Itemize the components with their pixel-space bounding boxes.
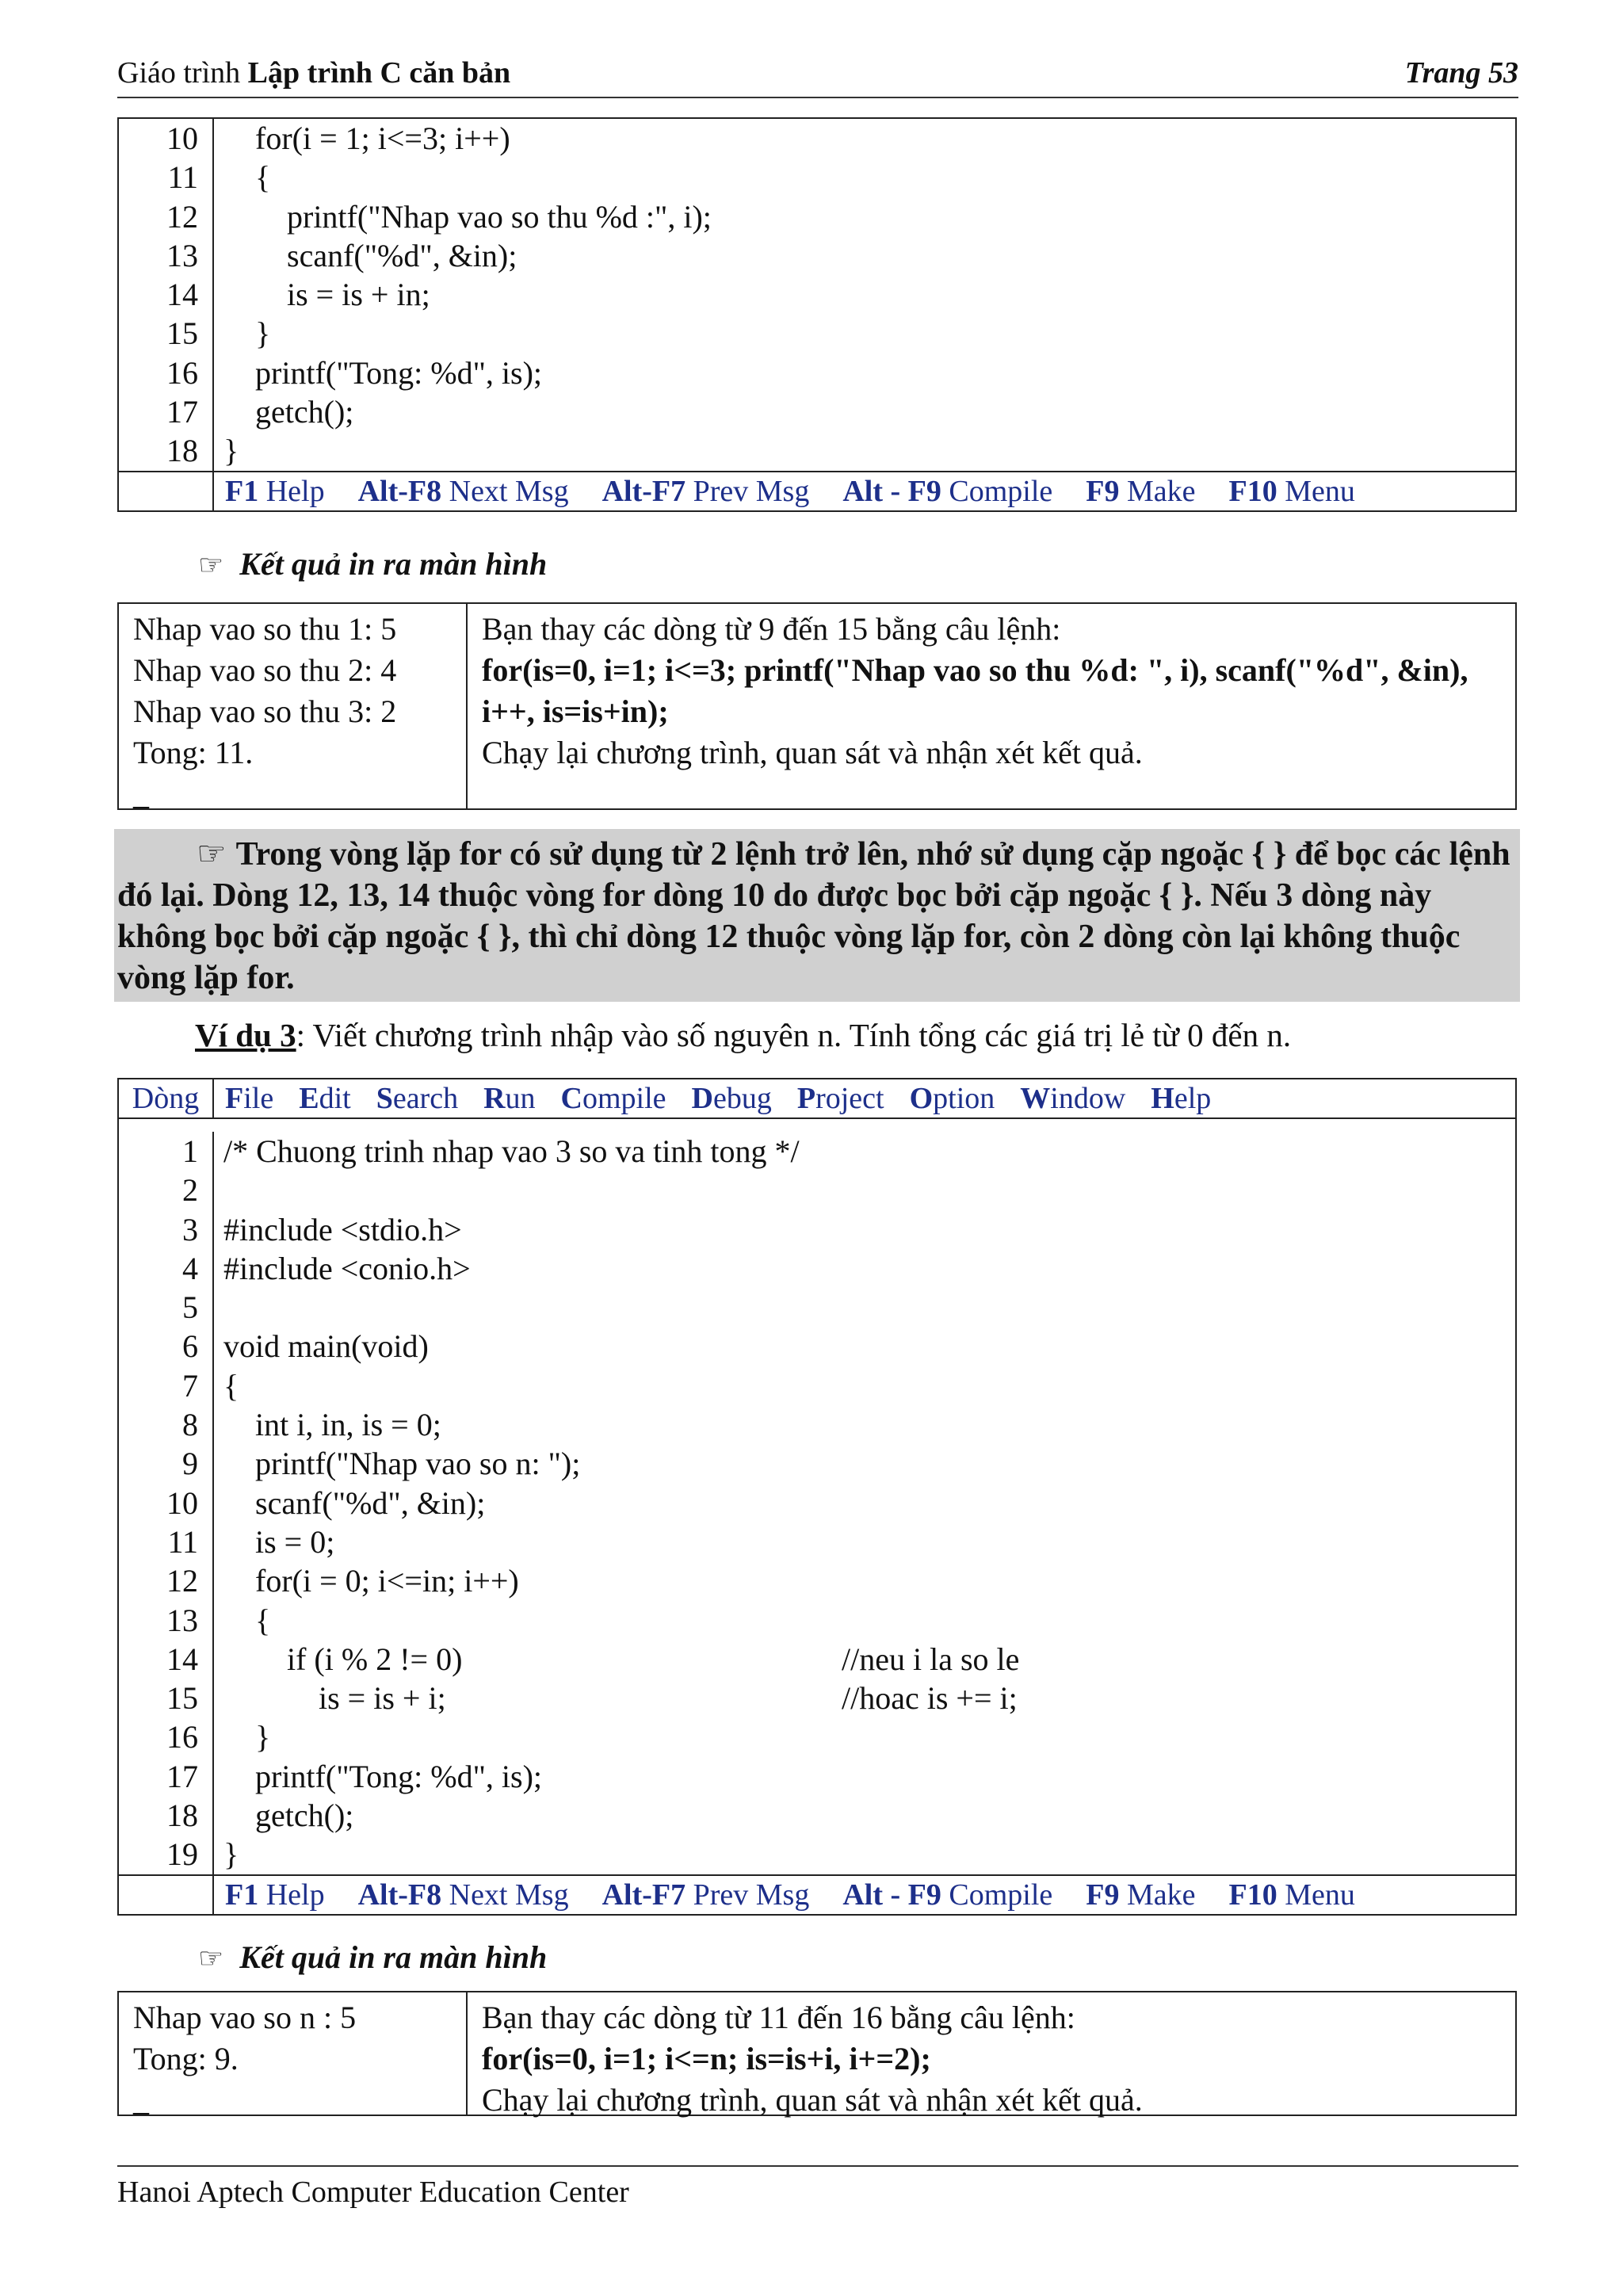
fkey-key: Alt-F8	[357, 474, 442, 508]
menu-rest: ile	[243, 1082, 274, 1115]
program-output	[119, 1992, 468, 2118]
code-text: }	[223, 1836, 239, 1873]
fkey-alt-f9	[842, 474, 1052, 509]
fkey-key: F9	[1086, 474, 1120, 508]
menu-item-debug	[692, 1081, 772, 1116]
code-line	[223, 1679, 1515, 1717]
menu-rest: ption	[933, 1082, 995, 1115]
code-line	[223, 236, 1515, 275]
menu-hotkey: H	[1151, 1082, 1174, 1115]
output-line: Nhap vao so thu 2: 4	[133, 652, 397, 688]
tip-box: ☞ Trong vòng lặp for có sử dụng từ 2 lệnh trở lên, nhớ sử dụng cặp ngoặc { } để bọc các lệnh đó lại. Dòng 12, 13, 14 thuộc vòng for dòng 10 do được bọc bởi cặp ngoặc { }. Nếu 3 dòng này không bọc bởi cặp ngoặc { }, thì chỉ dòng 12 thuộc vòng lặp for, còn 2 dòng còn lại không thuộc vòng lặp for.	[114, 829, 1520, 1002]
line-number: 14	[166, 1641, 198, 1677]
line-number: 13	[166, 1602, 198, 1638]
code-line	[223, 1132, 1515, 1171]
menu-rest: ompile	[582, 1082, 666, 1115]
code-text: {	[223, 1602, 271, 1638]
pointing-hand-icon: ☞	[198, 1943, 224, 1974]
code-text: }	[223, 315, 271, 352]
ide-menu-bar	[119, 1079, 1515, 1119]
code-text: }	[223, 1719, 271, 1755]
fkey-alt-f9	[842, 1878, 1052, 1912]
page-number: Trang 53	[1404, 56, 1518, 90]
line-number: 3	[182, 1211, 198, 1247]
code-line	[223, 1522, 1515, 1561]
code-text: void main(void)	[223, 1328, 429, 1365]
output-line: Tong: 9.	[133, 2041, 239, 2076]
line-number: 13	[166, 237, 198, 273]
fkey-f9	[1086, 1878, 1195, 1912]
code-line	[223, 392, 1515, 431]
menu-item-run	[483, 1081, 535, 1116]
code-line	[223, 1561, 1515, 1600]
code-line	[223, 314, 1515, 353]
output-line: Tong: 11.	[133, 735, 254, 770]
line-number: 2	[182, 1172, 198, 1209]
menu-hotkey: E	[299, 1082, 319, 1115]
line-numbers	[119, 119, 214, 471]
fkey-label: Menu	[1277, 474, 1355, 508]
line-number: 11	[167, 159, 198, 196]
code-block-2	[117, 1078, 1517, 1916]
code-line	[223, 1484, 1515, 1522]
code-text: }	[223, 433, 239, 469]
code-text: is = is + i;	[223, 1680, 446, 1717]
line-number: 14	[166, 277, 198, 313]
code-text: getch();	[223, 1797, 354, 1834]
code-line	[223, 158, 1515, 197]
output-line: _	[133, 2082, 149, 2118]
menu-item-option	[910, 1081, 995, 1116]
code-text: is = 0;	[223, 1523, 335, 1560]
menu-hotkey: F	[225, 1082, 244, 1115]
fkey-label: Prev Msg	[685, 1878, 810, 1912]
fkey-label: Compile	[941, 1878, 1053, 1912]
code-text: scanf("%d", &in);	[223, 237, 517, 273]
page-footer: Hanoi Aptech Computer Education Center	[117, 2165, 1518, 2210]
menu-item-file	[225, 1081, 273, 1116]
menu-item-project	[797, 1081, 884, 1116]
line-number: 15	[166, 315, 198, 352]
code-text: printf("Nhap vao so thu %d :", i);	[223, 198, 712, 235]
menu-hotkey: C	[560, 1082, 582, 1115]
code-line	[223, 1366, 1515, 1405]
menu-hotkey: P	[796, 1082, 816, 1115]
output-line: Nhap vao so thu 1: 5	[133, 611, 397, 647]
code-line	[223, 431, 1515, 470]
fkey-f1	[225, 1878, 325, 1912]
code-block-1	[117, 117, 1517, 512]
example-3: Ví dụ 3: Viết chương trình nhập vào số nguyên n. Tính tổng các giá trị lẻ từ 0 đến n.	[195, 1017, 1292, 1053]
page-header	[117, 55, 1518, 98]
fkey-f10	[1229, 1878, 1355, 1912]
menu-item-edit	[299, 1081, 350, 1116]
fkey-key: F10	[1228, 474, 1277, 508]
line-number: 12	[166, 1563, 198, 1599]
code-body-1	[119, 119, 1515, 471]
menu-item-search	[376, 1081, 458, 1116]
line-number: 9	[182, 1446, 198, 1482]
fkey-alt-f8	[358, 474, 569, 509]
fkey-key: F1	[225, 1878, 259, 1912]
code-text: #include <stdio.h>	[223, 1211, 462, 1247]
code-line	[223, 1444, 1515, 1483]
output-line: Nhap vao so thu 3: 2	[133, 693, 397, 729]
result-heading-1: ☞ Kết quả in ra màn hình	[198, 546, 548, 582]
fkey-label: Prev Msg	[685, 474, 810, 508]
line-number: 5	[182, 1289, 198, 1326]
line-number: 18	[166, 1797, 198, 1834]
line-number: 18	[166, 433, 198, 469]
line-number: 4	[182, 1250, 198, 1286]
menu-hotkey: O	[909, 1082, 934, 1115]
exercise-note: Bạn thay các dòng từ 9 đến 15 bằng câu lệnh: for(is=0, i=1; i<=3; printf("Nhap vao so thu %d: ", i), scanf("%d", &in), i++, is=is+in); Chạy lại chương trình, quan sát và nhận xét kết quả.	[482, 611, 1468, 770]
result-table-1	[117, 602, 1517, 810]
code-text: is = is + in;	[223, 277, 430, 313]
menu-item-compile	[561, 1081, 666, 1116]
fkey-key: F9	[1086, 1878, 1120, 1912]
code-text: #include <conio.h>	[223, 1250, 471, 1286]
code-line	[223, 197, 1515, 236]
fkey-label: Next Msg	[441, 1878, 569, 1912]
exercise-note: Bạn thay các dòng từ 11 đến 16 bằng câu lệnh: for(is=0, i=1; i<=n; is=is+i, i+=2); Chạy lại chương trình, quan sát và nhận xét kết quả.	[482, 2000, 1143, 2118]
code-line	[223, 1171, 1515, 1209]
line-number: 8	[182, 1407, 198, 1443]
line-header: Dòng	[119, 1079, 214, 1117]
menu-rest: indow	[1050, 1082, 1126, 1115]
code-text: if (i % 2 != 0)	[223, 1641, 463, 1677]
fkey-label: Menu	[1277, 1878, 1355, 1912]
code-body-2	[119, 1119, 1515, 1874]
code-line	[223, 1717, 1515, 1756]
fkey-key: Alt-F7	[601, 474, 686, 508]
line-number: 10	[166, 1484, 198, 1521]
code-text: for(i = 1; i<=3; i++)	[223, 120, 510, 156]
fkey-key: Alt-F8	[357, 1878, 442, 1912]
code-text: for(i = 0; i<=in; i++)	[223, 1563, 519, 1599]
code-line	[223, 119, 1515, 158]
line-number: 7	[182, 1367, 198, 1404]
menu-item-window	[1020, 1081, 1125, 1116]
function-key-bar-2	[119, 1874, 1515, 1914]
menu-hotkey: S	[376, 1082, 393, 1115]
fkey-f9	[1086, 474, 1195, 509]
line-number: 10	[166, 120, 198, 156]
line-number: 17	[166, 1758, 198, 1794]
fkey-f1	[225, 474, 325, 509]
output-line: _	[133, 776, 149, 812]
menu-rest: elp	[1174, 1082, 1212, 1115]
menu-item-help	[1151, 1081, 1211, 1116]
line-number: 11	[167, 1523, 198, 1560]
code-text: scanf("%d", &in);	[223, 1484, 486, 1521]
code-line	[223, 1757, 1515, 1796]
code-line	[223, 1327, 1515, 1366]
code-line	[223, 1405, 1515, 1444]
code-comment: //neu i la so le	[842, 1641, 1020, 1677]
code-lines	[214, 119, 1515, 471]
line-number: 16	[166, 354, 198, 391]
code-lines	[214, 1132, 1515, 1874]
code-text: printf("Tong: %d", is);	[223, 354, 543, 391]
code-text: getch();	[223, 394, 354, 430]
fkey-label: Help	[258, 474, 325, 508]
program-output	[119, 604, 468, 812]
line-numbers	[119, 1132, 214, 1874]
fkey-key: F1	[225, 474, 259, 508]
book-title: Giáo trình Lập trình C căn bản	[117, 56, 511, 90]
result-heading-2: ☞ Kết quả in ra màn hình	[198, 1939, 548, 1975]
code-line	[223, 1796, 1515, 1835]
code-line	[223, 1835, 1515, 1874]
line-number: 1	[182, 1133, 198, 1169]
code-text: /* Chuong trinh nhap vao 3 so va tinh tong */	[223, 1133, 800, 1169]
menu-hotkey: R	[483, 1082, 506, 1115]
code-line	[223, 1288, 1515, 1327]
result-table-2	[117, 1991, 1517, 2116]
fkey-label: Help	[258, 1878, 325, 1912]
fkey-label: Make	[1119, 474, 1196, 508]
code-line	[223, 353, 1515, 392]
menu-rest: earch	[392, 1082, 459, 1115]
pointing-hand-icon: ☞	[198, 549, 224, 581]
code-text: {	[223, 1367, 239, 1404]
code-line	[223, 1640, 1515, 1679]
pointing-hand-icon: ☞	[197, 836, 227, 873]
menu-rest: un	[505, 1082, 536, 1115]
line-number: 6	[182, 1328, 198, 1365]
code-text: printf("Tong: %d", is);	[223, 1758, 543, 1794]
menu-hotkey: D	[691, 1082, 713, 1115]
line-number: 16	[166, 1719, 198, 1755]
fkey-label: Compile	[941, 474, 1053, 508]
fkey-key: Alt - F9	[842, 474, 941, 508]
line-number: 17	[166, 394, 198, 430]
fkey-key: F10	[1228, 1878, 1277, 1912]
code-text: int i, in, is = 0;	[223, 1407, 441, 1443]
function-key-bar-1	[119, 471, 1515, 510]
code-line	[223, 1249, 1515, 1288]
code-line	[223, 1601, 1515, 1640]
menu-rest: dit	[319, 1082, 351, 1115]
fkey-key: Alt-F7	[601, 1878, 686, 1912]
fkey-f10	[1229, 474, 1355, 509]
fkey-label: Next Msg	[441, 474, 569, 508]
code-comment: //hoac is += i;	[842, 1680, 1018, 1717]
output-line: Nhap vao so n : 5	[133, 2000, 357, 2035]
line-number: 12	[166, 198, 198, 235]
code-text: {	[223, 159, 271, 196]
fkey-label: Make	[1119, 1878, 1196, 1912]
fkey-alt-f8	[358, 1878, 569, 1912]
menu-rest: ebug	[713, 1082, 772, 1115]
code-text: printf("Nhap vao so n: ");	[223, 1446, 581, 1482]
fkey-alt-f7	[602, 474, 810, 509]
fkey-alt-f7	[602, 1878, 810, 1912]
fkey-key: Alt - F9	[842, 1878, 941, 1912]
code-line	[223, 1210, 1515, 1249]
line-number: 19	[166, 1836, 198, 1873]
line-number: 15	[166, 1680, 198, 1717]
code-line	[223, 275, 1515, 314]
menu-rest: roject	[815, 1082, 884, 1115]
menu-hotkey: W	[1020, 1082, 1051, 1115]
